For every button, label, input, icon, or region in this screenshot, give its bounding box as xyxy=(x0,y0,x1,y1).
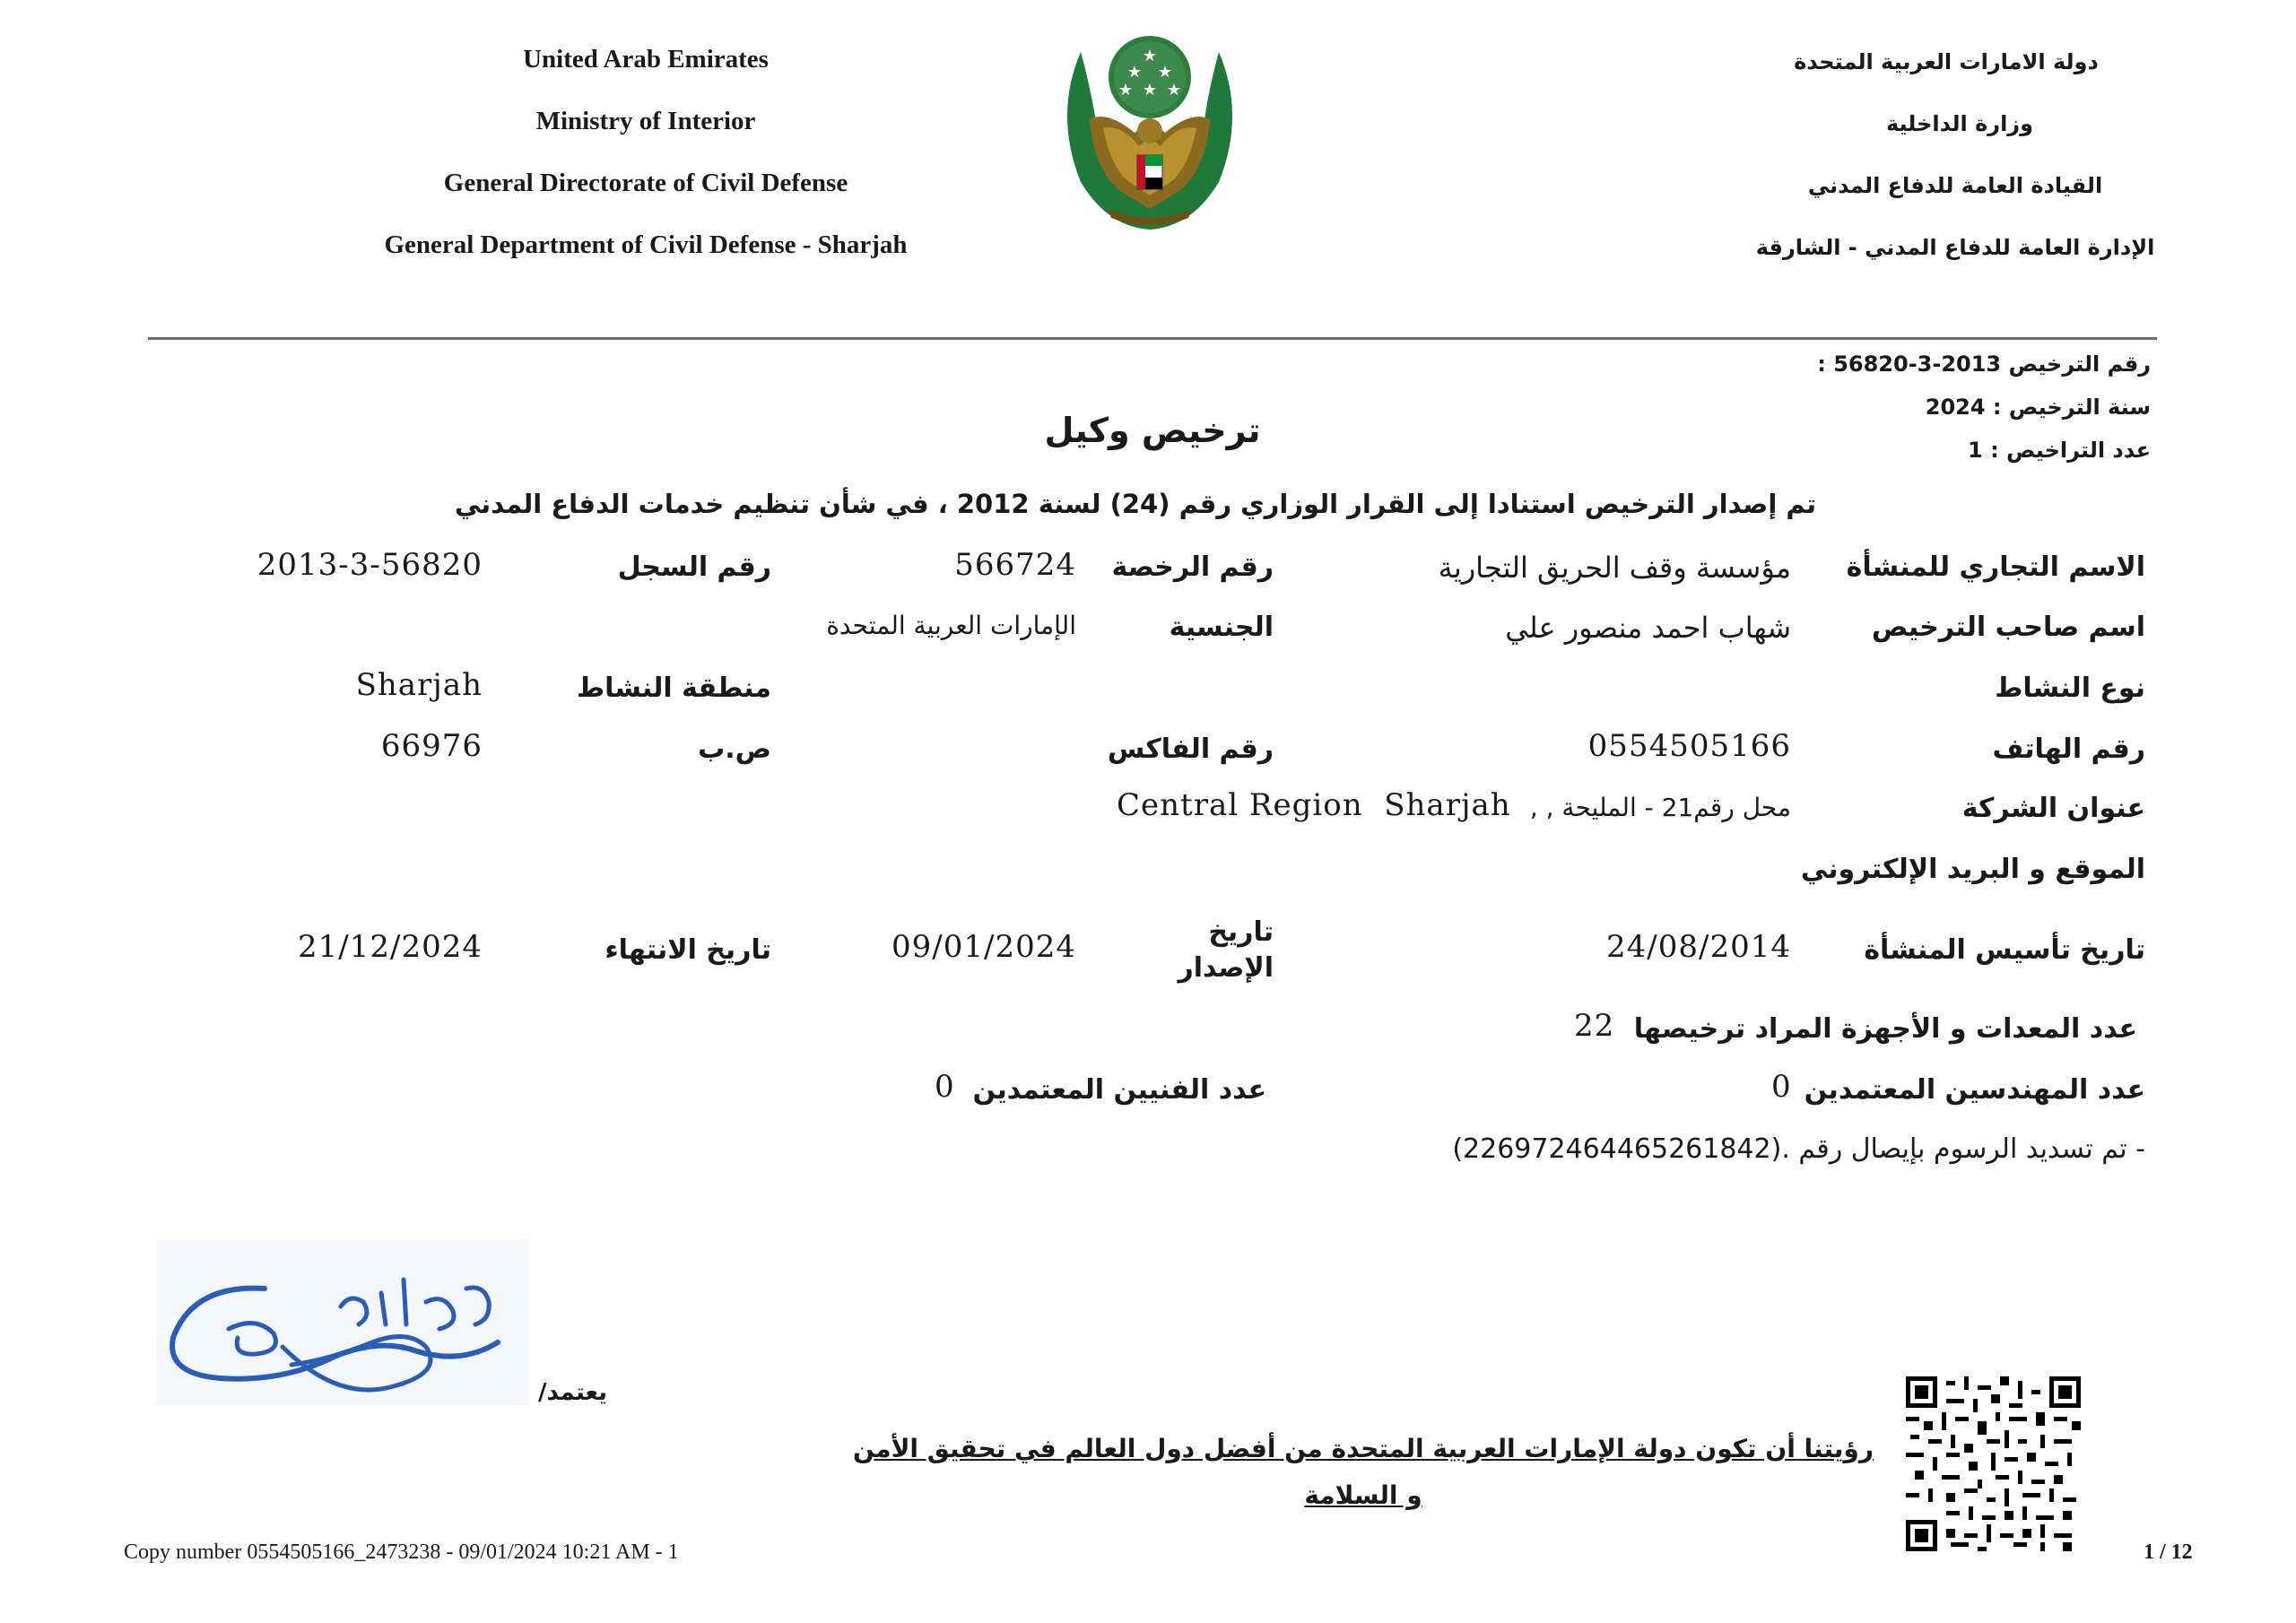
meta-license-year: سنة الترخيص : 2024 xyxy=(1925,395,2151,420)
svg-text:★: ★ xyxy=(1142,47,1158,65)
fees-note: - تم تسديد الرسوم بإيصال رقم .(226972464465261842) xyxy=(1452,1133,2145,1165)
established-date-label: تاريخ تأسيس المنشأة xyxy=(1864,934,2145,966)
svg-text:★: ★ xyxy=(1118,81,1134,100)
svg-text:★: ★ xyxy=(1126,63,1143,82)
po-box-value: 66976 xyxy=(380,728,483,764)
header-ar-department: الإدارة العامة للدفاع المدني - الشارقة xyxy=(1755,235,2155,260)
meta-license-count: عدد التراخيص : 1 xyxy=(1968,438,2151,463)
meta-license-number: رقم الترخيص 2013-3-56820 : xyxy=(1817,352,2151,377)
equipment-count-value: 22 xyxy=(1574,1008,1615,1044)
engineers-count-value: 0 xyxy=(1771,1069,1792,1105)
header-en-ministry: Ministry of Interior xyxy=(535,107,756,135)
address-arabic-value: محل رقم21 - المليحة , , xyxy=(1529,793,1791,822)
svg-text:★: ★ xyxy=(1166,81,1182,100)
license-number-label: رقم الرخصة xyxy=(1111,551,1274,583)
svg-text:★: ★ xyxy=(1157,63,1173,82)
expiry-date-label: تاريخ الانتهاء xyxy=(604,934,771,966)
page-number: 1 / 12 xyxy=(2144,1541,2193,1564)
signature-image xyxy=(157,1239,529,1405)
header-en-department: General Department of Civil Defense - Sharjah xyxy=(384,230,908,259)
header-ar-country: دولة الامارات العربية المتحدة xyxy=(1794,49,2099,74)
owner-label: اسم صاحب الترخيص xyxy=(1871,612,2145,643)
vision-statement: رؤيتنا أن تكون دولة الإمارات العربية المتحدة من أفضل دول العالم في تحقيق الأمن و السلامة xyxy=(853,1434,1874,1510)
technicians-count-value: 0 xyxy=(935,1069,955,1105)
owner-value: شهاب احمد منصور علي xyxy=(1505,611,1791,645)
header-ar-command: القيادة العامة للدفاع المدني xyxy=(1807,173,2103,198)
established-date-value: 24/08/2014 xyxy=(1606,929,1791,965)
approved-by-label: يعتمد/ xyxy=(538,1379,607,1406)
intro-statement: تم إصدار الترخيص استنادا إلى القرار الوزاري رقم (24) لسنة 2012 ، في شأن تنظيم خدمات الدفاع المدني xyxy=(454,489,1816,519)
issue-date-label: تاريخ الإصدار xyxy=(1178,916,1274,984)
header-divider xyxy=(148,337,2157,340)
po-box-label: ص.ب xyxy=(698,733,771,765)
header-en-directorate: General Directorate of Civil Defense xyxy=(443,169,848,197)
activity-type-label: نوع النشاط xyxy=(1995,673,2145,704)
technicians-count-label: عدد الفنيين المعتمدين xyxy=(972,1074,1266,1106)
document-title: ترخيص وكيل xyxy=(1044,411,1261,450)
nationality-value: الإمارات العربية المتحدة xyxy=(826,611,1076,640)
engineers-count-label: عدد المهندسين المعتمدين xyxy=(1804,1074,2145,1106)
license-number-value: 566724 xyxy=(954,547,1076,583)
svg-text:★: ★ xyxy=(1142,81,1158,100)
copy-number: Copy number 0554505166_2473238 - 09/01/2024 10:21 AM - 1 xyxy=(124,1541,679,1564)
web-email-label: الموقع و البريد الإلكتروني xyxy=(1800,854,2145,885)
activity-area-label: منطقة النشاط xyxy=(576,673,771,704)
phone-label: رقم الهاتف xyxy=(1992,733,2145,765)
equipment-count-label: عدد المعدات و الأجهزة المراد ترخيصها xyxy=(1633,1013,2137,1045)
address-label: عنوان الشركة xyxy=(1961,793,2145,824)
trade-name-label: الاسم التجاري للمنشأة xyxy=(1846,551,2145,583)
emblem-logo xyxy=(1054,25,1247,236)
header-ar-ministry: وزارة الداخلية xyxy=(1885,111,2034,136)
issue-date-value: 09/01/2024 xyxy=(891,929,1076,965)
phone-value: 0554505166 xyxy=(1587,728,1791,764)
register-number-label: رقم السجل xyxy=(617,551,771,583)
fax-label: رقم الفاكس xyxy=(1107,733,1274,765)
header-en-country: United Arab Emirates xyxy=(523,45,769,74)
register-number-value: 2013-3-56820 xyxy=(257,547,483,583)
qr-code xyxy=(1906,1376,2081,1551)
trade-name-value: مؤسسة وقف الحريق التجارية xyxy=(1438,551,1791,585)
expiry-date-value: 21/12/2024 xyxy=(298,929,483,965)
address-english-value: Central Region Sharjah xyxy=(1117,787,1511,823)
nationality-label: الجنسية xyxy=(1169,612,1274,643)
activity-area-value: Sharjah xyxy=(355,667,483,703)
